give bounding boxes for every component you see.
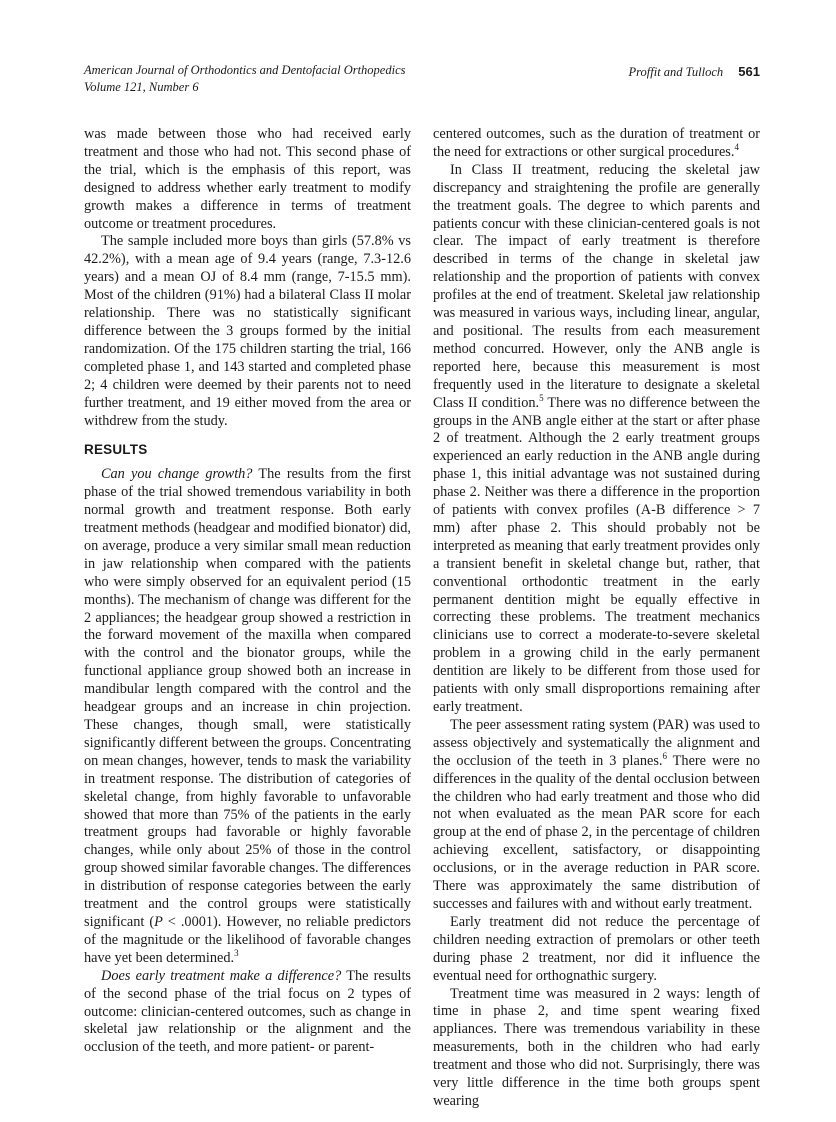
paragraph-text: In Class II treatment, reducing the skeletal jaw discrepancy and straightening the profile are generally the treatment goals. The degree to which parents and patients concur with these clinician-centered goals is not clear. The impact of early treatment is therefore described in terms of the change in skeletal jaw relationship and the proportion of patients with convex profiles at the end of treatment. Skeletal jaw relationship was measured in various ways, including linear, angular, and positional. The results from each measurement method concurred. However, only the ANB angle is reported here, because this measurement is most frequently used in the literature to designate a skeletal Class II condition. [433,161,760,411]
paragraph-par-system [433,717,760,914]
paragraph-class-ii-treatment [433,162,760,717]
running-authors: Proffit and Tulloch [628,65,724,79]
journal-info [84,62,406,96]
paragraph-continuation: was made between those who had received early treatment and those who had not. This second phase of the trial, which is the emphasis of this report, was designed to address whether early treatment to modify growth makes a difference in terms of treatment outcome or treatment procedures. [84,126,411,232]
reference-superscript-3: 3 [234,948,239,959]
reference-superscript-6: 6 [662,750,667,761]
page-number: 561 [738,64,760,79]
paragraph-text: There were no differences in the quality of the dental occlusion between the children who had early treatment and those who did not when evaluated as the mean PAR score for each group at the end of phase 2, in the percentage of children achieving excellent, satisfactory, or disappointing occlusions, or in the average reduction in PAR score. There was approximately the same distribution of successes and failures with and without early treatment. [433,752,761,912]
paragraph-text: The results from the first phase of the trial showed tremendous variability in both normal growth and treatment response. Both early treatment methods (headgear and modified bionator) did, on average, produce a very similar small mean reduction in jaw relationship when compared with the patients who were simply observed for an equivalent period (15 months). The mechanism of change was different for the 2 appliances; the headgear group showed a restriction in the forward movement of the maxilla when compared with the control and the bionator groups, while the functional appliance group showed both an increase in mandibular length compared with the control and the headgear groups and an increase in chin projection. These changes, though small, were statistically significantly different between the groups. Concentrating on mean changes, however, tends to mask the variability in treatment response. The distribution of categories of skeletal change, from highly favorable to unfavorable showed that more than 75% of the patients in the early treatment groups had favorable or highly favorable changes, while only about 25% of those in the control group showed similar favorable changes. The differences in distribution of response categories between the early treatment and the control groups were statistically significant ( [84,466,411,930]
paragraph-lead-question: Does early treatment make a difference? [101,967,342,984]
results-heading: RESULTS [84,442,148,458]
paragraph-change-growth [84,466,411,967]
paragraph-text: There was no difference between the groups in the ANB angle either at the start or after phase 2 of treatment. Although the 2 early treatment groups experienced an early reduction in the ANB angle during phase 1, this initial advantage was not sustained during phase 2. Neither was there a difference in the proportion of patients with convex profiles (A-B difference > 7 mm) after phase 2. This should probably not be interpreted as meaning that early treatment provides only a transient benefit in skeletal change but, rather, that conventional orthodontic treatment in the early permanent dentition might be equally effective in correcting these problems. The treatment mechanics clinicians use to correct a moderate-to-severe skeletal problem in a growing child in the early permanent dentition are likely to be different from those used for patients with only small disproportions remaining after early treatment. [433,394,760,715]
journal-issue: Volume 121, Number 6 [84,80,199,94]
paragraph-text: < .0001). However, no reliable predictors of the magnitude or the likelihood of favorable changes have yet been determined. [84,913,411,966]
paragraph-text: The peer assessment rating system (PAR) was used to assess objectively and systematically the alignment and the occlusion of the teeth in 3 planes. [433,716,760,769]
statistic-p-symbol: P [154,913,163,930]
reference-superscript-5: 5 [539,392,544,403]
paragraph-treatment-time: Treatment time was measured in 2 ways: length of time in phase 2, and time spent wearing fixed appliances. There was tremendous variability in these measurements, both in the children who had early treatment and those who did not. Surprisingly, there was very little difference in the time both groups spent wearing [433,985,760,1109]
paragraph-continuation [433,126,760,162]
journal-title: American Journal of Orthodontics and Dentofacial Orthopedics [84,63,406,77]
left-column [84,126,411,1111]
running-authors-page [628,62,760,81]
reference-superscript-4: 4 [734,142,739,153]
paragraph-text: The results of the second phase of the trial focus on 2 types of outcome: clinician-centered outcomes, such as change in skeletal jaw relationship or the alignment and the occlusion of the teeth, and more patient- or parent- [84,967,411,1056]
paragraph-text: centered outcomes, such as the duration of treatment or the need for extractions or other surgical procedures. [433,126,760,160]
article-body [84,126,760,1111]
right-column [433,126,760,1111]
paragraph-extractions: Early treatment did not reduce the percentage of children needing extraction of premolars or other teeth during phase 2 treatment, nor did it influence the eventual need for orthognathic surgery. [433,913,760,984]
paragraph-lead-question: Can you change growth? [101,466,253,483]
paragraph-sample: The sample included more boys than girls (57.8% vs 42.2%), with a mean age of 9.4 years (range, 7.3-12.6 years) and a mean OJ of 8.4 mm (range, 7-15.5 mm). Most of the children (91%) had a bilateral Class II molar relationship. There was no statistically significant difference between the 3 groups formed by the initial randomization. Of the 175 children starting the trial, 166 completed phase 1, and 143 started and completed phase 2; 4 children were deemed by their parents not to need further treatment, and 19 either moved from the area or withdrew from the study. [84,233,411,429]
paragraph-difference-question [84,968,411,1058]
running-head [84,62,760,96]
